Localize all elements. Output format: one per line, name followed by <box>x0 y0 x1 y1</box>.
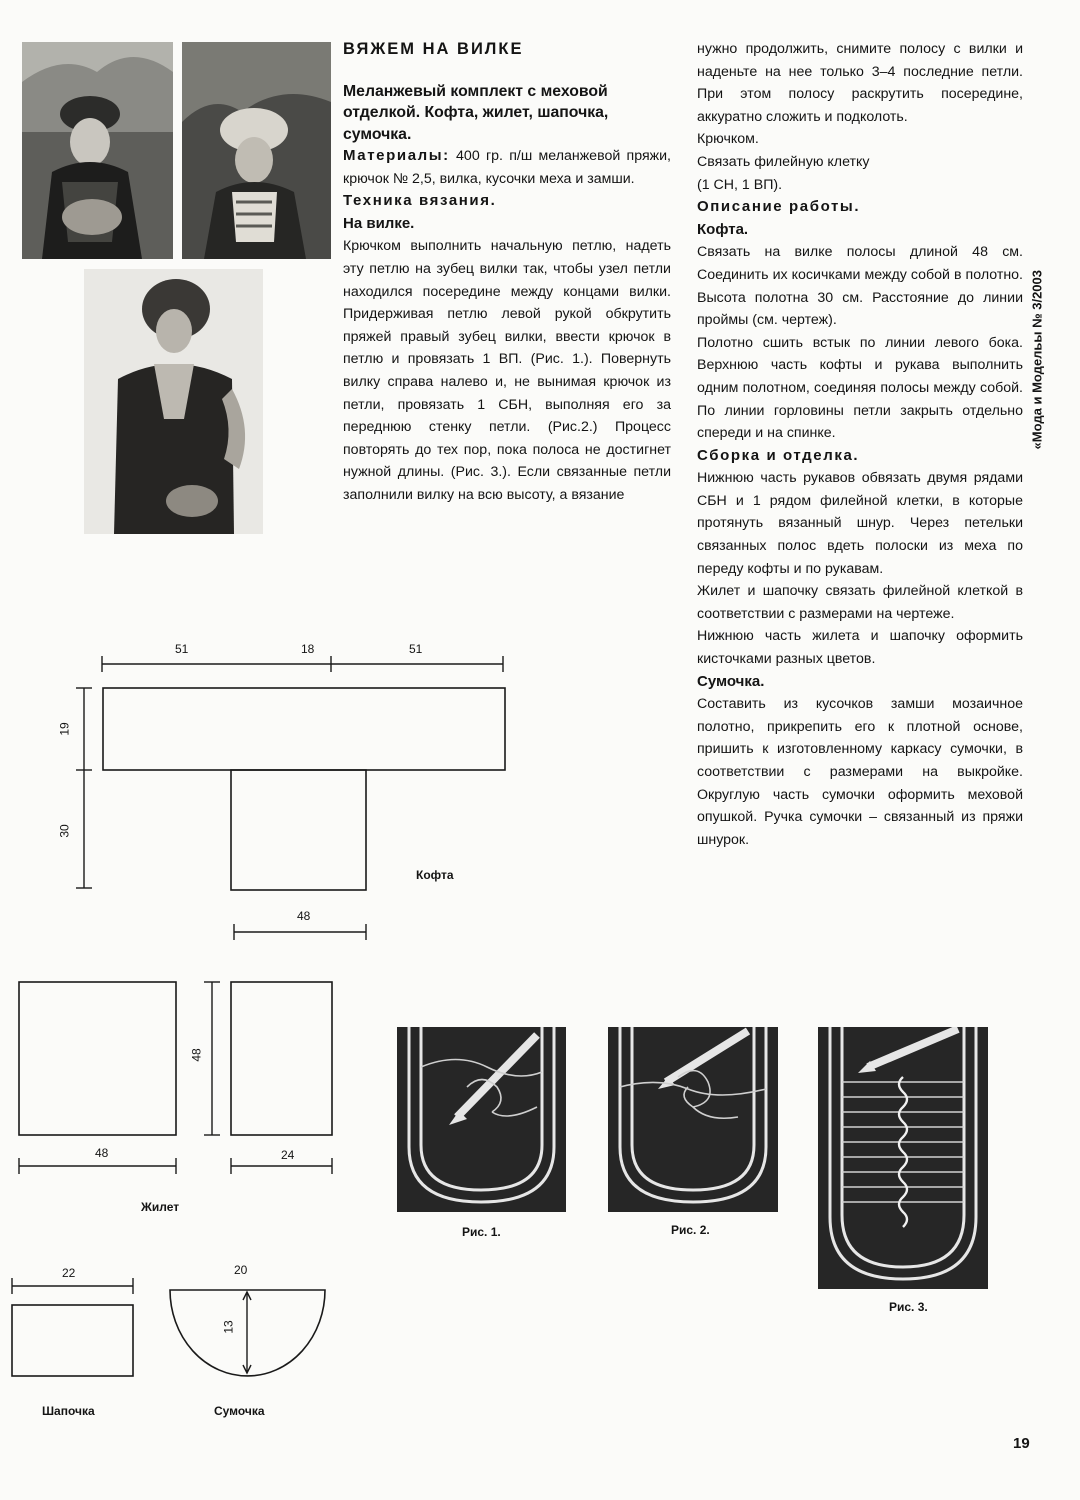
sumochka-dim-width: 20 <box>234 1263 248 1277</box>
filet-line-1: Связать филейную клетку <box>697 153 870 170</box>
kofta-dim-top-mid: 18 <box>301 642 315 656</box>
sumochka-dim-height: 13 <box>221 1320 236 1334</box>
bag-text: Составить из кусочков замши мозаичное полотно, прикрепить его к плотной основе, пришить к изготовленному каркасу сумочки, в соответствии с размерами на выкройке. Округлую часть сумочки оформить меховой опушкой. Ручка сумочки – связанный из пряжи шнурок. <box>697 696 1023 848</box>
kofta-dim-top-right: 51 <box>409 642 423 656</box>
kofta-label: Кофта <box>416 868 454 882</box>
shapochka-dim-width: 22 <box>62 1266 76 1280</box>
kofta-text-1: Связать на вилке полосы длиной 48 см. Соединить их косичками между собой в полотно. Высота полотна 30 см. Расстояние до линии проймы (см. чертеж). <box>697 244 1023 329</box>
kofta-text-2: Полотно сшить встык по линии левого бока. Верхнюю часть кофты и рукава выполнить одним полотном, соединяя полосы между собой. По линии горловины петли закрыть отдельно спереди и на спинке. <box>697 334 1023 442</box>
zhilet-dim-height: 48 <box>189 1048 204 1062</box>
figure-3-image <box>818 1027 988 1289</box>
description-heading: Описание работы. <box>697 198 861 216</box>
materials-text: 400 гр. п/ш меланжевой пряжи, крючок № 2,5, вилка, кусочки меха и замши. <box>343 148 671 187</box>
article-title: ВЯЖЕМ НА ВИЛКЕ <box>343 40 524 58</box>
assembly-heading: Сборка и отделка. <box>697 446 860 464</box>
materials-label: Материалы: <box>343 147 450 165</box>
shapochka-label: Шапочка <box>42 1404 95 1418</box>
sumochka-label: Сумочка <box>214 1404 265 1418</box>
on-fork-heading: На вилке. <box>343 214 415 232</box>
assembly-text-3: Нижнюю часть жилета и шапочку оформить кисточками разных цветов. <box>697 628 1023 668</box>
figure-2-image <box>608 1027 778 1212</box>
page-number: 19 <box>1013 1435 1030 1452</box>
kofta-dim-bottom: 48 <box>297 909 311 923</box>
on-fork-text: Крючком выполнить начальную петлю, надеть эту петлю на зубец вилки так, чтобы узел петли находился посередине между концами вилки. Придерживая петлю левой рукой обкрутить пряжей правый зубец вилки, ввести крючок в петлю и провязать 1 ВП. (Рис. 1.). Повернуть вилку справа налево и, не вынимая крючок из петли, провязать 1 СБН, выполняя его за переднюю стенку петли. (Рис.2.) Процесс повторять до тех пор, пока полоса не достигнет нужной длины. (Рис. 3.). Если связанные петли заполнили вилку на всю высоту, а вязание <box>343 238 671 503</box>
kofta-heading: Кофта. <box>697 220 749 238</box>
zhilet-label: Жилет <box>141 1200 180 1214</box>
figure-1-caption: Рис. 1. <box>462 1225 501 1239</box>
continuation-text: нужно продолжить, снимите полосу с вилки и наденьте на нее только 3–4 последние петли. При этом полосу раскрутить посередине, аккуратно сложить и подколоть. <box>697 41 1023 125</box>
technique-heading: Техника вязания. <box>343 192 497 210</box>
kofta-dim-top-left: 51 <box>175 642 189 656</box>
figure-3-caption: Рис. 3. <box>889 1300 928 1314</box>
article-lead: Меланжевый комплект с меховой отделкой. Кофта, жилет, шапочка, сумочка. <box>343 82 609 143</box>
kofta-dim-left-lower: 30 <box>57 824 72 838</box>
figure-2-caption: Рис. 2. <box>671 1223 710 1237</box>
assembly-text-1: Нижнюю часть рукавов обвязать двумя рядами СБН и 1 рядом филейной клетки, в которые протянуть вязанный шнур. Через петельки связанных полос вдеть полоски из меха по переду кофты и по рукавам. <box>697 470 1023 577</box>
figure-1-image <box>397 1027 566 1212</box>
bag-heading: Сумочка. <box>697 672 765 690</box>
kofta-dim-left-upper: 19 <box>57 722 72 736</box>
assembly-text-2: Жилет и шапочку связать филейной клеткой в соответствии с размерами на чертеже. <box>697 583 1023 622</box>
zhilet-dim-back: 48 <box>95 1146 109 1160</box>
crochet-line: Крючком. <box>697 131 759 148</box>
zhilet-dim-front: 24 <box>281 1148 295 1162</box>
filet-line-2: (1 СН, 1 ВП). <box>697 176 783 193</box>
magazine-side-caption: «Мода и Модельы № 3/2003 <box>1029 270 1044 450</box>
